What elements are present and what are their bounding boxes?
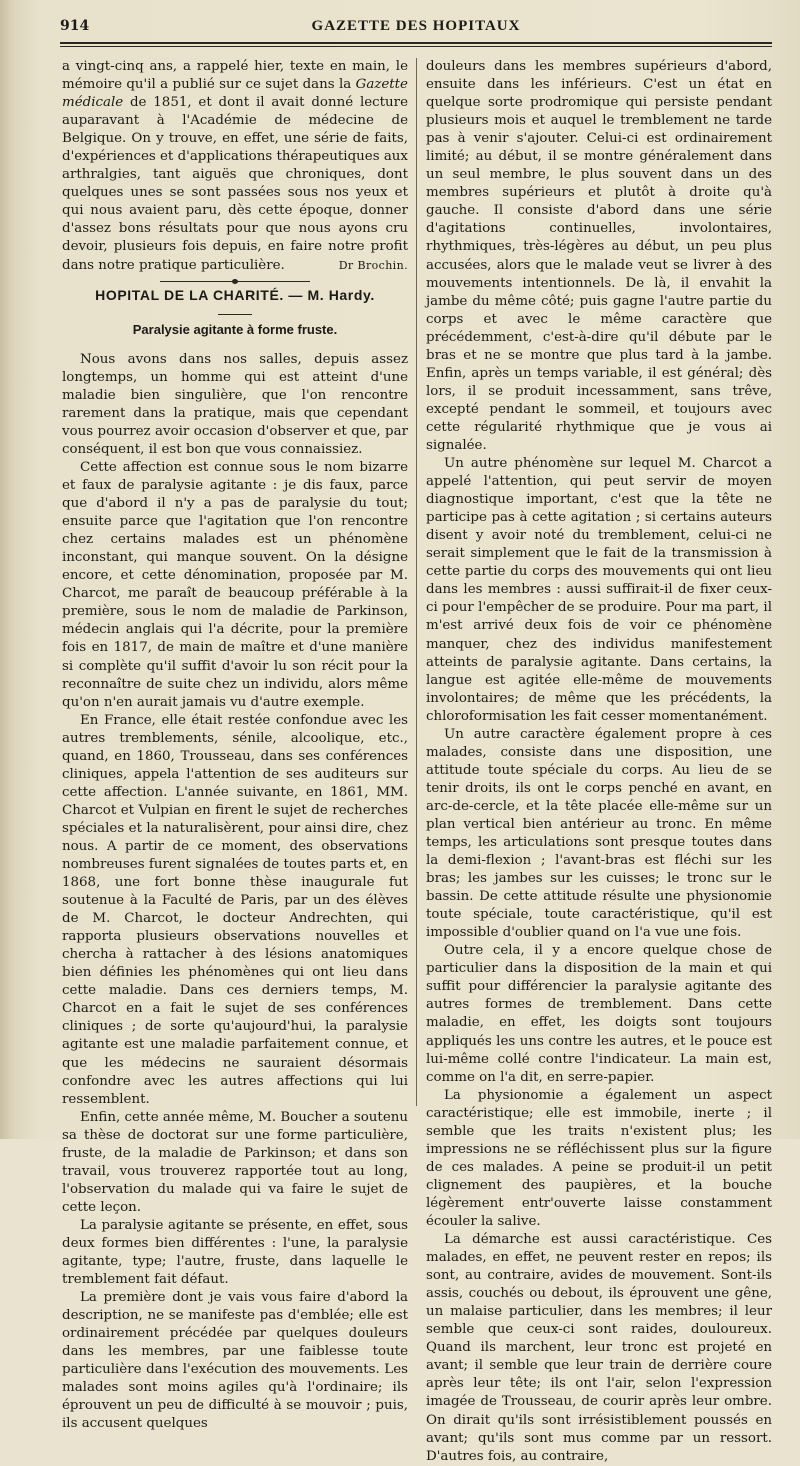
- paragraph: La physionomie a également un aspect caractéristique; elle est immobile, inerte ; il semble que les traits n'existent plus; les impressions ne se réfléchissent plus sur la figure de ces malades. A peine se produit-il un petit clignement des paupières, et la bouche légèrement entr'ouverte laisse constamment écouler la salive.: [426, 1087, 772, 1229]
- journal-title: GAZETTE DES HOPITAUX: [311, 18, 521, 34]
- intro-text-part-1: a vingt-cinq ans, a rappelé hier, texte en main, le mémoire qu'il a publié sur ce sujet dans la: [62, 59, 408, 93]
- paragraph: douleurs dans les membres supérieurs d'abord, ensuite dans les inférieurs. C'est un état en quelque sorte prodromique qui persiste pendant plusieurs mois et auquel le tremblement ne tarde pas à venir s'ajouter. Celui-ci est ordinairement limité; au début, il se montre généralement dans un seul membre, le plus souvent dans un des membres supérieurs et plutôt à droite qu'à gauche. Il consiste d'abord dans une série d'agitations continuelles, involontaires, rhythmiques, très-légères au début, un peu plus accusées, alors que le malade veut se livrer à des mouvements intentionnels. De là, il envahit la jambe du même côté; puis gagne l'autre partie du corps et avec le même caractère que précédemment, c'est-à-dire qu'il débute par le bras et ne se montre que plus tard à la jambe. Enfin, après un temps variable, il est général; dès lors, il se produit incessamment, sans trêve, excepté pendant le sommeil, et toujours avec cette régularité rhythmique que je vous ai signalée.: [426, 59, 772, 453]
- intro-text-part-2: de 1851, et dont il avait donné lecture auparavant à l'Académie de médecine de Belgique. On y trouve, en effet, une série de faits, d'expériences et d'applications thérapeutiques aux arthralgies, tant aiguës que chroniques, dont quelques unes se sont passées sous nos yeux et qui nous avaient paru, dès cette époque, donner d'assez bons résultats pour que nous ayons cru devoir, plusieurs fois depuis, en faire notre profit dans notre pratique particulière.: [62, 95, 408, 273]
- paragraph: La paralysie agitante se présente, en effet, sous deux formes bien différentes : l'une, la paralysie agitante, type; l'autre, fruste, dans laquelle le tremblement fait défaut.: [62, 1217, 408, 1288]
- paragraph: Cette affection est connue sous le nom bizarre et faux de paralysie agitante : je dis faux, parce que d'abord il n'y a pas de paralysie du tout; ensuite parce que l'agitation que l'on rencontre chez certains malades est un phénomène inconstant, qui manque souvent. On la désigne encore, et cette dénomination, proposée par M. Charcot, me paraît de beaucoup préférable à la première, sous le nom de maladie de Parkinson, médecin anglais qui l'a décrite, pour la première fois en 1817, de main de maître et d'une manière si complète qu'il suffit d'avoir lu son récit pour la reconnaître de suite chez un individu, alors même qu'on n'en aurait jamais vu d'autre exemple.: [62, 459, 408, 710]
- right-column: [426, 58, 772, 1466]
- paragraph: Enfin, cette année même, M. Boucher a soutenu sa thèse de doctorat sur une forme particulière, fruste, de la maladie de Parkinson; et dans son travail, vous trouverez rapportée tout au long, l'observation du malade qui va faire le sujet de cette leçon.: [62, 1109, 408, 1215]
- page-header: [60, 18, 772, 40]
- separator-ornament: [232, 279, 238, 284]
- paragraph: En France, elle était restée confondue avec les autres tremblements, sénile, alcoolique, etc., quand, en 1860, Trousseau, dans ses conférences cliniques, appela l'attention de ses auditeurs sur cette affection. L'année suivante, en 1861, MM. Charcot et Vulpian en firent le sujet de recherches spéciales et la naturalisèrent, pour ainsi dire, chez nous. A partir de ce moment, des observations nombreuses furent signalées de toutes parts et, en 1868, une fort bonne thèse inaugurale fut soutenue à la Faculté de Paris, par un des élèves de M. Charcot, le docteur Andrechten, qui rapporta plusieurs observations nouvelles et chercha à rattacher à des lésions anatomiques bien définies les phénomènes qui ont lieu dans cette maladie. Dans ces derniers temps, M. Charcot en a fait le sujet de ses conférences cliniques ; de sorte qu'aujourd'hui, la paralysie agitante est une maladie parfaitement connue, et que les médecins ne sauraient désormais confondre avec les autres affections qui lui ressemblent.: [62, 712, 408, 1107]
- section-title: HOPITAL DE LA CHARITÉ. — M. Hardy.: [95, 286, 375, 303]
- header-rule-thin: [60, 46, 772, 47]
- paragraph: Un autre caractère également propre à ces malades, consiste dans une disposition, une attitude toute spéciale du corps. Au lieu de se tenir droits, ils ont le corps penché en avant, en arc-de-cercle, et la tête placée elle-même sur un plan vertical bien antérieur au tronc. En même temps, les articulations sont presque toutes dans la demi-flexion ; l'avant-bras est fléchi sur les bras; les jambes sur les cuisses; le tronc sur le bassin. De cette attitude résulte une physionomie toute spéciale, toute caractéristique, qu'il est impossible d'oublier quand on l'a vue une fois.: [426, 726, 772, 941]
- paragraph: La première dont je vais vous faire d'abord la description, ne se manifeste pas d'emblée; elle est ordinairement précédée par quelques douleurs dans les membres, par une faiblesse toute particulière dans l'exécution des mouvements. Les malades sont moins agiles qu'à l'ordinaire; ils éprouvent un peu de difficulté à se mouvoir ; puis, ils accusent quelques: [62, 1290, 408, 1432]
- intro-paragraph: [62, 58, 408, 275]
- paragraph: La démarche est aussi caractéristique. Ces malades, en effet, ne peuvent rester en repos; ils sont, au contraire, avides de mouvement. Sont-ils assis, couchés ou debout, ils éprouvent une gêne, un malaise particulier, dans les membres; il leur semble que ceux-ci sont raides, douloureux. Quand ils marchent, leur tronc est projeté en avant; il semble que leur train de derrière coure après leur tête; ils ont l'air, selon l'expression imagée de Trousseau, de courir après leur ombre. On dirait qu'ils sont irrésistiblement poussés en avant; qu'ils sont mus comme par un ressort. D'autres fois, au contraire,: [426, 1232, 772, 1464]
- paragraph: Outre cela, il y a encore quelque chose de particulier dans la disposition de la main et qui suffit pour différencier la paralysie agitante des autres formes de tremblement. Dans cette maladie, en effet, les doigts sont toujours appliqués les uns contre les autres, et le pouce est lui-même collé contre l'indicateur. La main est, comme on l'a dit, en serre-papier.: [426, 943, 772, 1085]
- section-separator: [160, 281, 310, 282]
- page-number: 914: [60, 18, 90, 34]
- column-divider: [416, 58, 417, 1106]
- left-column: [62, 58, 408, 1434]
- signature: Dr Brochin.: [338, 258, 408, 272]
- header-rule: [60, 42, 772, 44]
- article-subtitle: Paralysie agitante à forme fruste.: [132, 321, 338, 337]
- title-rule: [218, 314, 252, 315]
- paragraph: Un autre phénomène sur lequel M. Charcot a appelé l'attention, qui peut servir de moyen diagnostique important, c'est que la tête ne participe pas à cette agitation ; si certains auteurs disent y avoir noté du tremblement, celui-ci ne serait simplement que le fait de la transmission à cette partie du corps des mouvements qui ont lieu dans les membres : aussi suffirait-il de fixer ceux-ci pour l'empêcher de se produire. Pour ma part, il m'est arrivé deux fois de voir ce phénomène manquer, chez des individus manifestement atteints de paralysie agitante. Dans certains, la langue est agitée elle-même de mouvements involontaires; de même que les précédents, la chloroformisation les fait cesser momentanément.: [426, 456, 772, 724]
- paragraph: Nous avons dans nos salles, depuis assez longtemps, un homme qui est atteint d'une maladie bien singulière, que l'on rencontre rarement dans la pratique, mais que cependant vous pourrez avoir occasion d'observer et que, par conséquent, il est bon que vous connaissiez.: [62, 351, 408, 457]
- intro-gazette-title: Gazette médicale: [62, 77, 408, 111]
